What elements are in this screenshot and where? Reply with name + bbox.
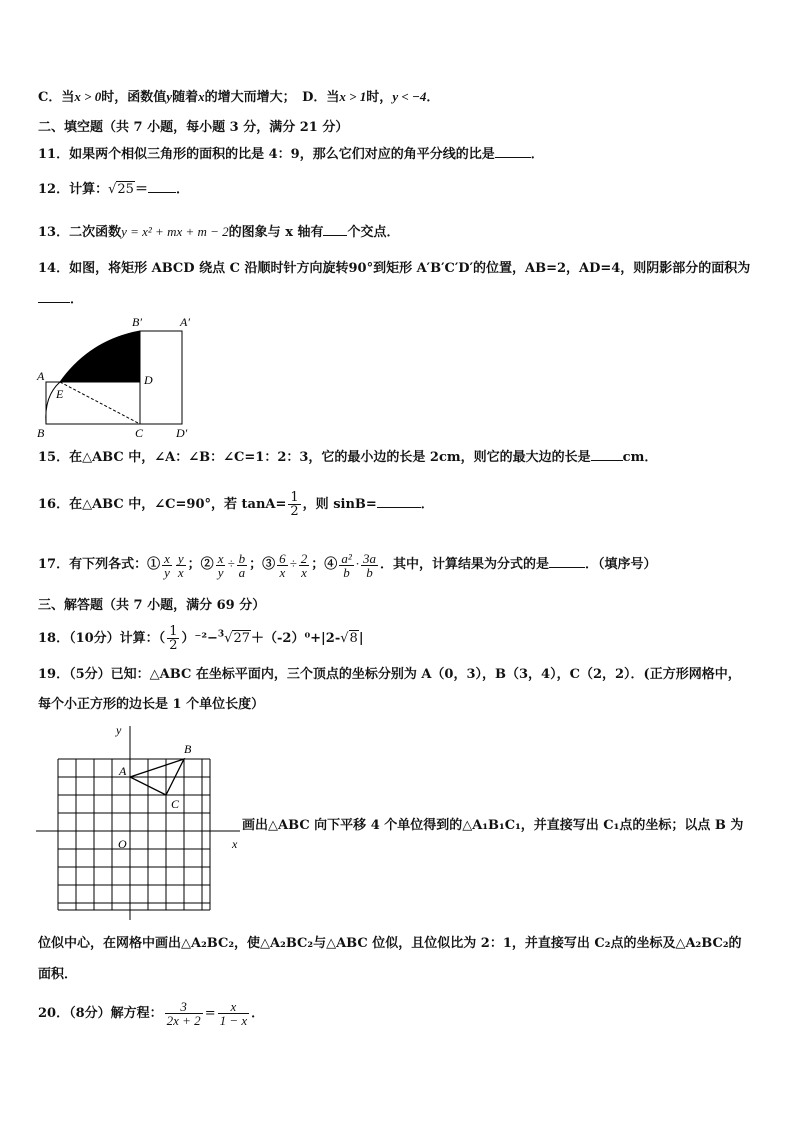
label-a-prime: A′ (180, 315, 190, 329)
text: ． (70, 292, 84, 307)
label-b-prime: B′ (132, 315, 142, 329)
text: ． (175, 182, 189, 197)
question-text: 16．在△ABC 中，∠C=90°，若 tanA= (38, 497, 287, 512)
section-heading-fill-in: 二、填空题（共 7 小题，每小题 3 分，满分 21 分） (38, 120, 349, 135)
radicand: 25 (117, 182, 134, 197)
text: ，则 sinB= (302, 497, 377, 512)
dashed-line-ec (60, 382, 140, 424)
question-18: 18．（10分）计算：（ $\frac{1}{2}$ ）⁻²−$^3$√27＋（-2）⁰+|2-√8| (38, 624, 364, 653)
text: C．当 (38, 90, 75, 105)
text: 的图象与 x 轴有 (228, 225, 324, 240)
text: 时，函数值 (101, 90, 167, 105)
question-17: 17．有下列各式：① $\frac{x}{y}$ $\frac{y}{x}$ ；② $\frac{x}{y}$ ÷ $\frac{b}{a}$ ；③ $\frac{6}{x}$ ÷ $\frac{2}{x}$ ；④ $\frac{\text{a²}}{b}$ · $\frac{3a}{b}$ ．其中，计算结果为分式的是 ．（填序号） (38, 550, 657, 580)
question-15 (38, 449, 657, 466)
question-13 (38, 224, 400, 241)
coordinate-grid-figure (36, 720, 246, 920)
text: ． (420, 497, 434, 512)
question-14: 14．如图，将矩形 ABCD 绕点 C 沿顺时针方向旋转90°到矩形 A′B′C′D′的位置，AB=2，AD=4，则阴影部分的面积为 (38, 261, 751, 276)
grid-lines (58, 759, 210, 910)
label-d: D (144, 373, 153, 387)
question-19-side-text: 画出△ABC 向下平移 4 个单位得到的△A₁B₁C₁，并直接写出 C₁点的坐标；以点 B 为 (242, 818, 744, 833)
function-expression: y = x² + mx + m − 2 (121, 224, 229, 239)
question-11 (38, 146, 544, 163)
question-19-line3: 位似中心，在网格中画出△A₂BC₂，使△A₂BC₂与△ABC 位似，且位似比为 2：1，并直接写出 C₂点的坐标及△A₂BC₂的 (38, 936, 742, 951)
text: 时， (366, 90, 393, 105)
math: y (166, 89, 173, 104)
shaded-region (60, 331, 140, 382)
section-heading-solutions: 三、解答题（共 7 小题，满分 69 分） (38, 598, 266, 613)
question-text: 20．（8分）解方程： (38, 1006, 163, 1021)
math: x (198, 89, 205, 104)
label-a: A (37, 369, 45, 383)
answer-blank (38, 291, 70, 303)
options-cd-line (38, 89, 439, 106)
question-text: 18．（10分）计算：（ (38, 631, 166, 646)
text: 个交点． (347, 225, 400, 240)
label-y-axis: y (116, 723, 122, 737)
text: 随着 (172, 90, 199, 105)
label-origin: O (118, 837, 127, 851)
text: 的增大而增大； D．当 (204, 90, 340, 105)
answer-blank (495, 146, 531, 158)
label-b: B (37, 426, 45, 440)
answer-blank (591, 449, 623, 461)
rotated-rectangle-figure (34, 312, 204, 442)
label-e: E (56, 387, 64, 401)
question-20: 20．（8分）解方程： $\frac{3}{2x + 2}$ = $\frac{x}{1 - x}$ ． (38, 999, 265, 1028)
answer-blank (148, 181, 176, 193)
question-19-line2: 每个小正方形的边长是 1 个单位长度） (38, 697, 265, 712)
text: ＝ (134, 182, 148, 197)
question-text: 12．计算： (38, 182, 109, 197)
answer-blank (377, 496, 421, 508)
question-text: 13．二次函数 (38, 225, 122, 240)
question-16 (38, 487, 434, 523)
label-point-b: B (184, 742, 192, 756)
label-point-a: A (119, 764, 127, 778)
label-d-prime: D′ (176, 426, 188, 440)
math: y < −4 (392, 89, 427, 104)
question-text: 15．在△ABC 中，∠A：∠B：∠C=1：2：3，它的最小边的长是 2cm，则它的最大边的长是 (38, 450, 591, 465)
answer-blank (323, 224, 347, 236)
text: ． (530, 147, 544, 162)
math: x > 1 (339, 89, 367, 104)
label-x-axis: x (232, 837, 238, 851)
question-text: 11．如果两个相似三角形的面积的比是 4：9，那么它们对应的角平分线的比是 (38, 147, 495, 162)
question-text: 17．有下列各式：① (38, 557, 161, 572)
fraction: $\frac{1}{2}$ (290, 490, 299, 519)
text: cm． (622, 450, 658, 465)
label-point-c: C (171, 797, 180, 811)
question-14-answer (38, 291, 83, 308)
question-12: 12．计算：√25＝ ． (38, 182, 189, 197)
math: x > 0 (74, 89, 102, 104)
question-19-line1: 19．（5分）已知：△ABC 在坐标平面内，三个顶点的坐标分别为 A（0，3），B（3，4），C（2，2）．(正方形网格中， (38, 667, 741, 682)
text: ． (426, 90, 440, 105)
label-c: C (135, 426, 144, 440)
question-19-line4: 面积． (38, 967, 78, 982)
